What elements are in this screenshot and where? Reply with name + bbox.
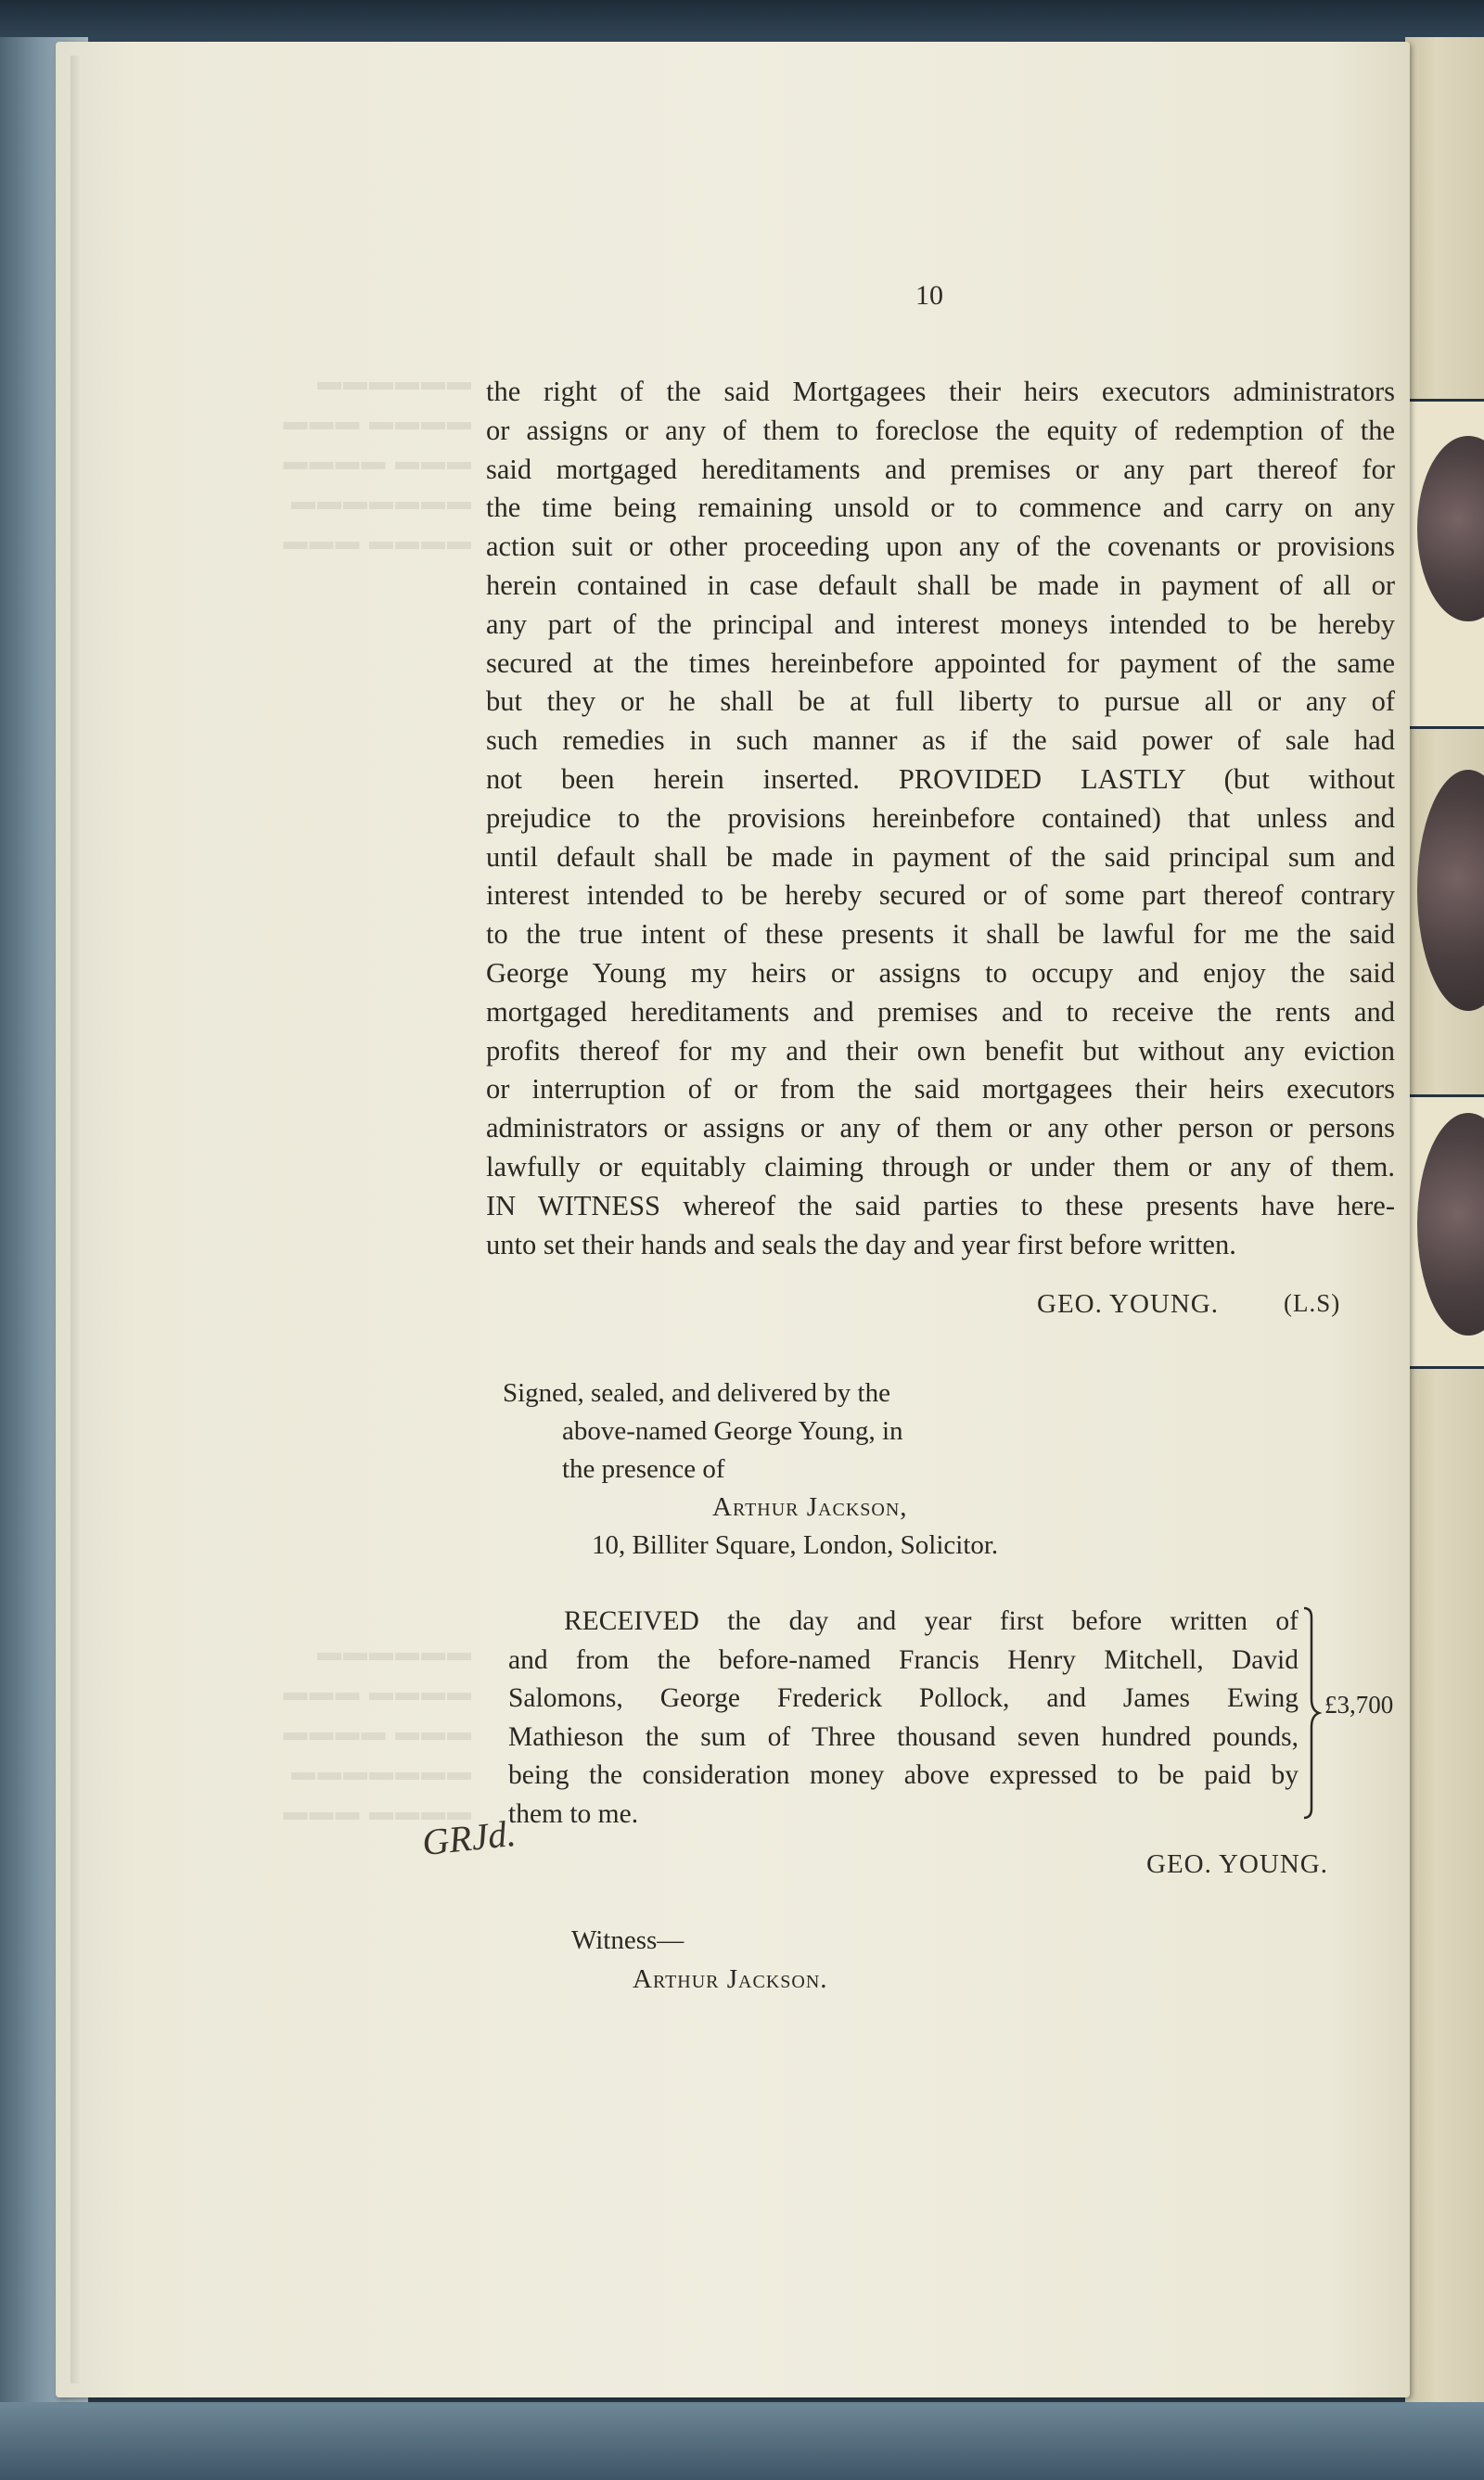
witness-name: Arthur Jackson, xyxy=(712,1492,908,1522)
attestation-line: Signed, sealed, and delivered by the xyxy=(503,1378,890,1408)
body-line: any part of the principal and interest moneys intended to be hereby xyxy=(486,607,1395,640)
bleed-through-text: ▬▬▬▬▬▬ ▬▬▬ ▬▬▬▬ ▬▬▬▬ ▬▬▬ ▬▬▬▬▬▬▬ ▬▬▬ ▬▬▬▬ xyxy=(283,1639,473,1825)
receipt-brace-icon xyxy=(1300,1606,1323,1820)
body-line: the right of the said Mortgagees their heirs executors administrators xyxy=(486,376,1395,407)
witness-address: 10, Billiter Square, London, Solicitor. xyxy=(592,1530,999,1560)
body-line: the time being remaining unsold or to commence and carry on any xyxy=(486,492,1395,524)
body-line: said mortgaged hereditaments and premises or any part thereof for xyxy=(486,453,1395,485)
body-line: administrators or assigns or any of them or any other person or persons xyxy=(486,1112,1395,1144)
receipt-clause xyxy=(508,1603,1298,1834)
body-line: until default shall be made in payment of the said principal sum and xyxy=(486,840,1395,873)
receipt-amount: £3,700 xyxy=(1324,1691,1394,1719)
receipt-line: being the consideration money above expressed to be paid by xyxy=(508,1760,1298,1790)
body-line: unto set their hands and seals the day and year first before written. xyxy=(486,1228,1236,1260)
handwritten-note: GRJd. xyxy=(419,1811,518,1864)
body-line: or interruption of or from the said mortgagees their heirs executors xyxy=(486,1073,1395,1106)
body-line: lawfully or equitably claiming through or under them or any of them. xyxy=(486,1150,1395,1182)
receipt-line: Mathieson the sum of Three thousand seven hundred pounds, xyxy=(508,1721,1298,1752)
body-line: not been herein inserted. PROVIDED LASTLY (but without xyxy=(486,762,1395,795)
body-line: George Young my heirs or assigns to occupy and enjoy the said xyxy=(486,956,1395,989)
book-binding-bottom xyxy=(0,2402,1484,2480)
witness-label: Witness— xyxy=(571,1925,684,1955)
body-line: prejudice to the provisions hereinbefore contained) that unless and xyxy=(486,801,1395,834)
receipt-line: and from the before-named Francis Henry Mitchell, David xyxy=(508,1644,1298,1675)
receipt-line: them to me. xyxy=(508,1798,639,1829)
body-line: herein contained in case default shall be made in payment of all or xyxy=(486,569,1395,601)
page-number: 10 xyxy=(915,280,943,311)
receipt-line: RECEIVED the day and year first before written of xyxy=(564,1606,1298,1636)
signature-name: GEO. YOUNG. xyxy=(1037,1289,1219,1319)
seal-mark: (L.S) xyxy=(1284,1289,1341,1317)
attestation-line: above-named George Young, in xyxy=(562,1416,903,1446)
body-line: interest intended to be hereby secured or of some part thereof contrary xyxy=(486,879,1395,912)
deed-body-text xyxy=(486,373,1395,1264)
page-edge-shadow xyxy=(70,56,82,2384)
body-line: such remedies in such manner as if the said power of sale had xyxy=(486,724,1395,757)
body-line: or assigns or any of them to foreclose the equity of redemption of the xyxy=(486,414,1395,446)
body-line: IN WITNESS whereof the said parties to these presents have here- xyxy=(486,1189,1395,1221)
bleed-through-text: ▬▬▬▬▬▬ ▬▬▬ ▬▬▬▬ ▬▬▬▬ ▬▬▬ ▬▬▬▬▬▬▬ ▬▬▬ ▬▬▬▬ xyxy=(283,368,473,555)
receipt-line: Salomons, George Frederick Pollock, and James Ewing xyxy=(508,1683,1298,1713)
body-line: secured at the times hereinbefore appointed for payment of the same xyxy=(486,646,1395,679)
body-line: to the true intent of these presents it shall be lawful for me the said xyxy=(486,918,1395,951)
body-line: but they or he shall be at full liberty to pursue all or any of xyxy=(486,685,1395,718)
receipt-signature: GEO. YOUNG. xyxy=(1146,1849,1328,1879)
body-line: profits thereof for my and their own benefit but without any eviction xyxy=(486,1034,1395,1067)
body-line: action suit or other proceeding upon any of the covenants or provisions xyxy=(486,531,1395,563)
attestation-line: the presence of xyxy=(562,1454,725,1484)
book-binding-top xyxy=(0,0,1484,46)
witness-footer-name: Arthur Jackson. xyxy=(633,1964,828,1994)
body-line: mortgaged hereditaments and premises and to receive the rents and xyxy=(486,995,1395,1028)
